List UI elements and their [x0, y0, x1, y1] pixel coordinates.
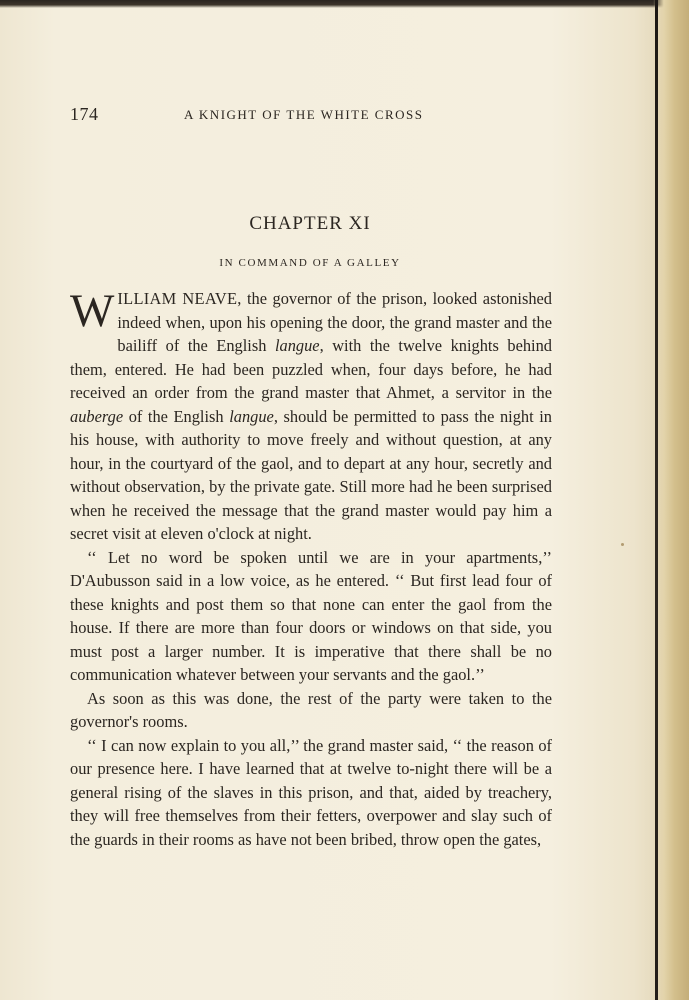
text-run: of the English — [123, 406, 230, 426]
paper-speck — [621, 543, 624, 546]
italic-term: langue — [274, 336, 320, 355]
italic-term: auberge — [70, 406, 124, 426]
body-text — [70, 287, 552, 851]
chapter-title: CHAPTER XI — [249, 213, 371, 234]
drop-cap: W — [70, 285, 115, 337]
gutter-shadow — [655, 0, 658, 1000]
italic-term: langue — [229, 406, 274, 426]
page-number: 174 — [70, 104, 99, 124]
paragraph-3: As soon as this was done, the rest of the party were taken to the governor's rooms. — [70, 688, 552, 731]
book-binding-edge — [653, 0, 689, 1000]
paragraph-1 — [70, 287, 552, 546]
running-head — [70, 104, 560, 126]
paragraph-4: ‘‘ I can now explain to you all,’’ the grand master said, ‘‘ the reason of our presence here. I have learned that at twelve to-night there will be a general rising of the slaves in this prison, and that, aided by treachery, they will free themselves from their fetters, overpower and slay such of the guards in their rooms as have not been bribed, throw open the gates, — [70, 735, 552, 849]
text-run: , should be permitted to pass the night in his house, with authority to move freely and without question, at any hour, in the courtyard of the gaol, and to depart at any hour, secretly and without observation, by the private gate. Still more had he been surprised when he received the message that the grand master would pay him a secret visit at eleven o'clock at night. — [70, 406, 552, 543]
paragraph-lead: ILLIAM NEAVE — [117, 289, 238, 308]
text-run: , with the twelve knights behind them, entered. He had been puzzled when, four days before, he had received an order from the grand master that Ahmet, a servitor in the — [70, 336, 552, 402]
chapter-subtitle: IN COMMAND OF A GALLEY — [219, 257, 401, 269]
running-title: A KNIGHT OF THE WHITE CROSS — [184, 107, 424, 122]
paragraph-2: ‘‘ Let no word be spoken until we are in your apartments,’’ D'Aubusson said in a low voice, as he entered. ‘‘ But first lead four of these knights and post them so that none can enter the gaol from the house. If there are more than four doors or windows on that side, you must post a larger number. It is imperative that there shall be no communication whatever between your servants and the gaol.’’ — [70, 547, 552, 684]
text-run: , the governor of the prison, looked astonished indeed when, upon his opening the door, the grand master and the bailiff of the English — [117, 289, 552, 355]
page-top-edge — [0, 0, 689, 8]
